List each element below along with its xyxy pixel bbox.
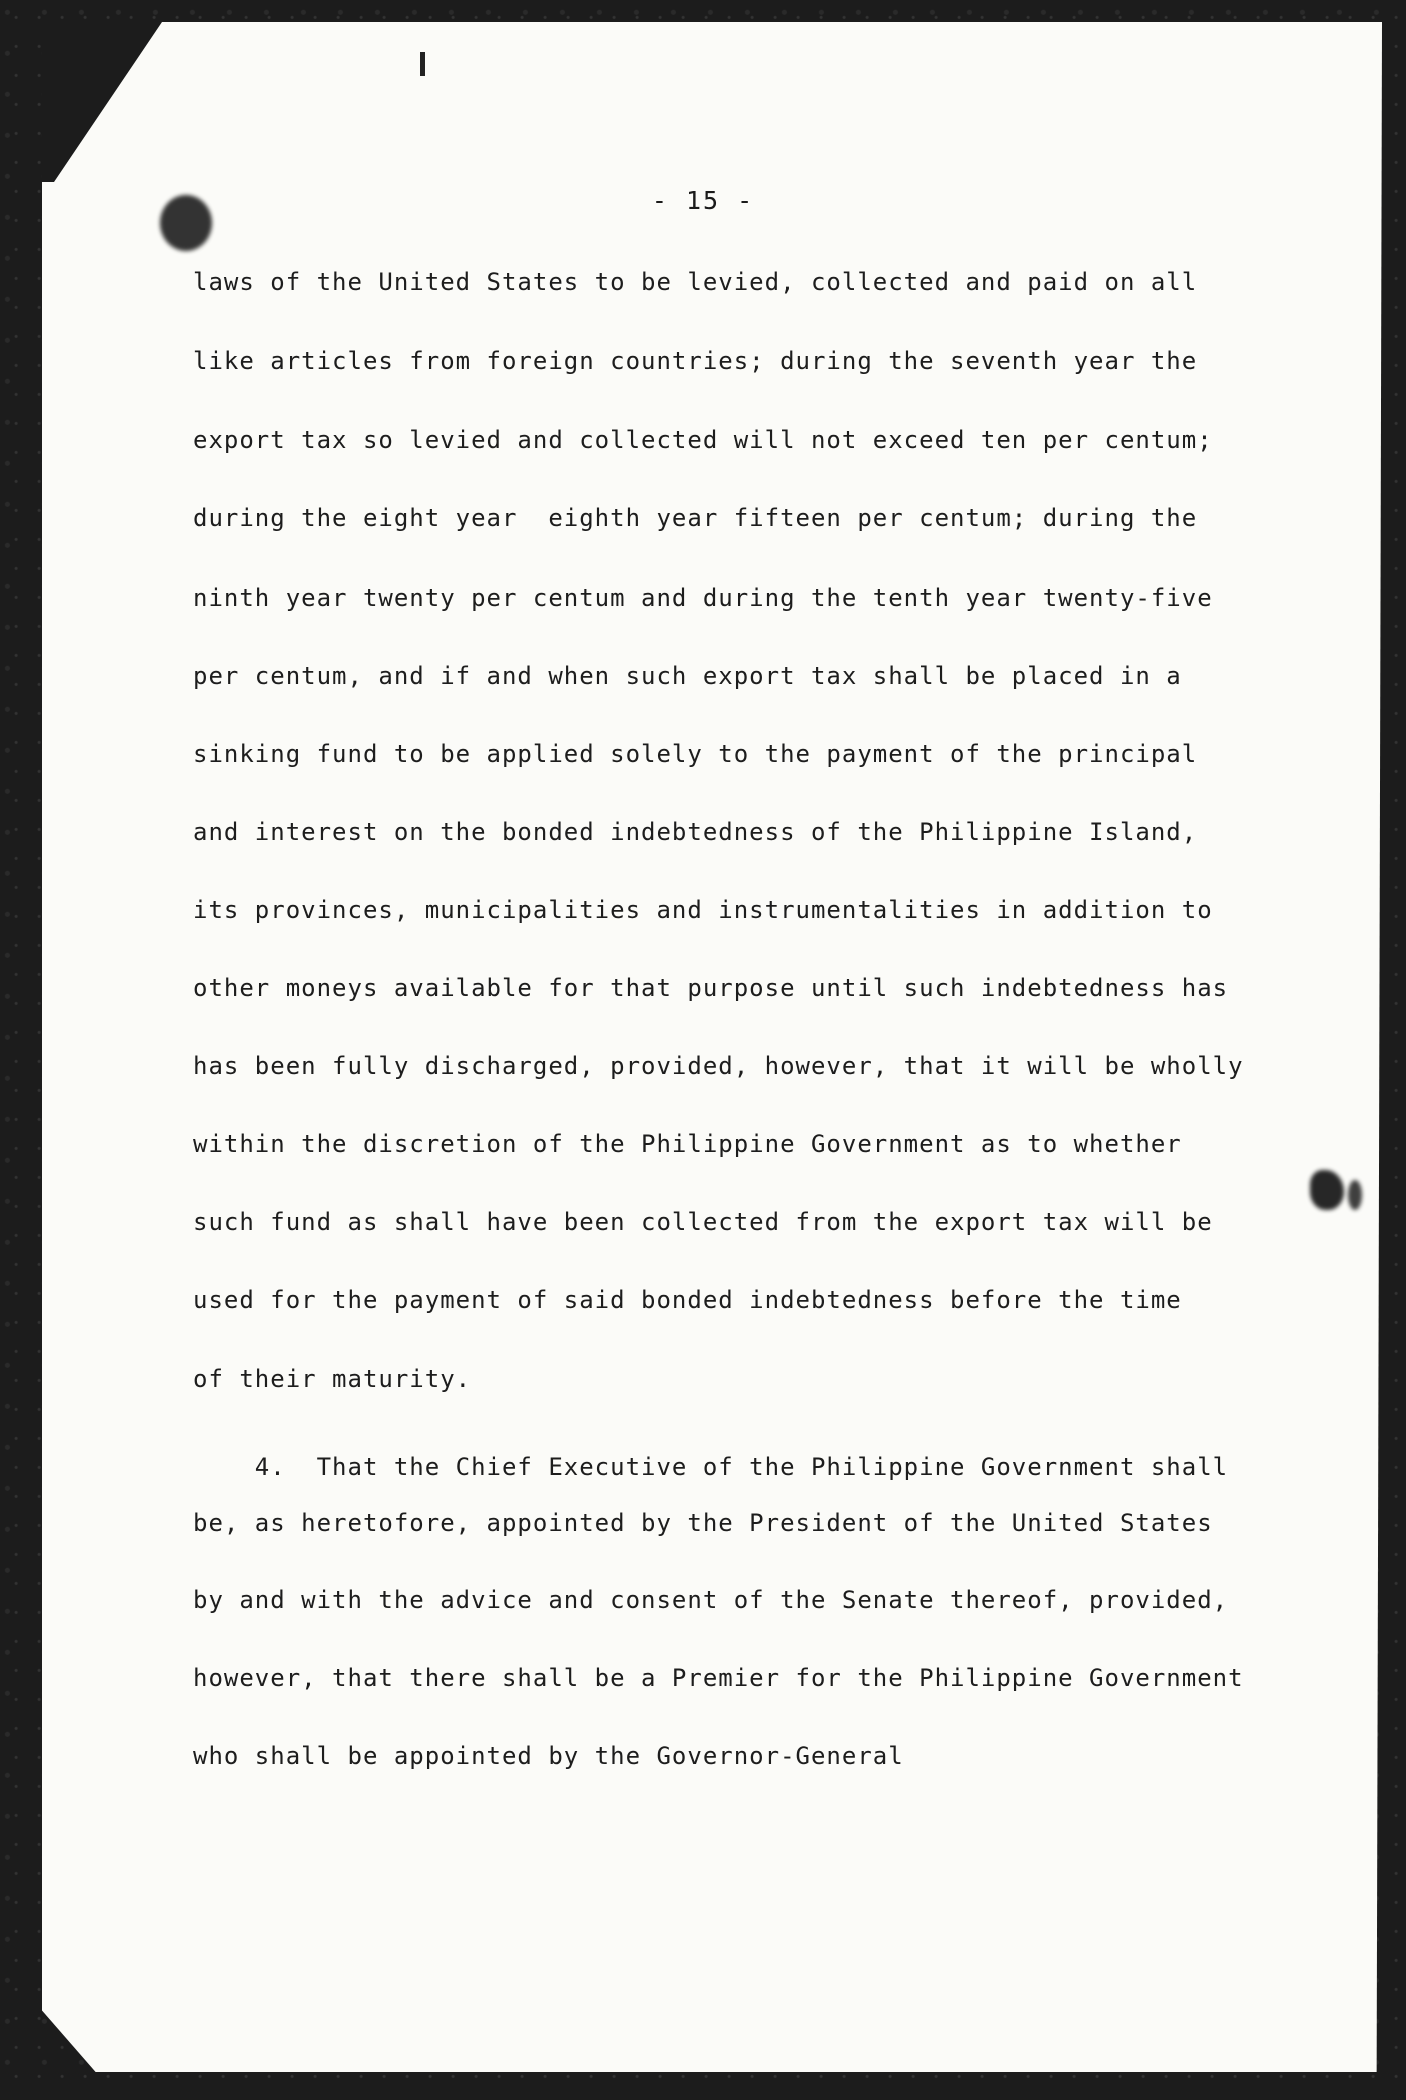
text-line: sinking fund to be applied solely to the payment of the principal <box>193 740 1198 768</box>
text-line: other moneys available for that purpose until such indebtedness has <box>193 974 1229 1002</box>
text-line: used for the payment of said bonded indebtedness before the time <box>193 1286 1182 1314</box>
ink-blot <box>1348 1180 1362 1210</box>
text-line: laws of the United States to be levied, collected and paid on all <box>193 268 1198 296</box>
text-line: who shall be appointed by the Governor-General <box>193 1742 904 1770</box>
text-line: like articles from foreign countries; during the seventh year the <box>193 347 1198 375</box>
text-line: per centum, and if and when such export tax shall be placed in a <box>193 662 1182 690</box>
text-line: of their maturity. <box>193 1365 472 1393</box>
text-line: within the discretion of the Philippine Government as to whether <box>193 1130 1182 1158</box>
page-number: - 15 - <box>651 186 755 215</box>
text-line: export tax so levied and collected will not exceed ten per centum; <box>193 426 1213 454</box>
text-line: such fund as shall have been collected from the export tax will be <box>193 1208 1213 1236</box>
ink-mark <box>420 52 425 76</box>
text-line: its provinces, municipalities and instrumentalities in addition to <box>193 896 1213 924</box>
text-line: be, as heretofore, appointed by the President of the United States <box>193 1509 1213 1537</box>
text-line: ninth year twenty per centum and during the tenth year twenty-five <box>193 584 1213 612</box>
text-line: however, that there shall be a Premier for the Philippine Government <box>193 1664 1244 1692</box>
ink-blot <box>1310 1170 1344 1210</box>
text-line: 4. That the Chief Executive of the Philippine Government shall <box>193 1453 1229 1481</box>
text-line: during the eight year eighth year fifteen per centum; during the <box>193 504 1198 532</box>
text-line: and interest on the bonded indebtedness of the Philippine Island, <box>193 818 1198 846</box>
text-line: has been fully discharged, provided, however, that it will be wholly <box>193 1052 1244 1080</box>
text-line: by and with the advice and consent of the Senate thereof, provided, <box>193 1586 1229 1614</box>
